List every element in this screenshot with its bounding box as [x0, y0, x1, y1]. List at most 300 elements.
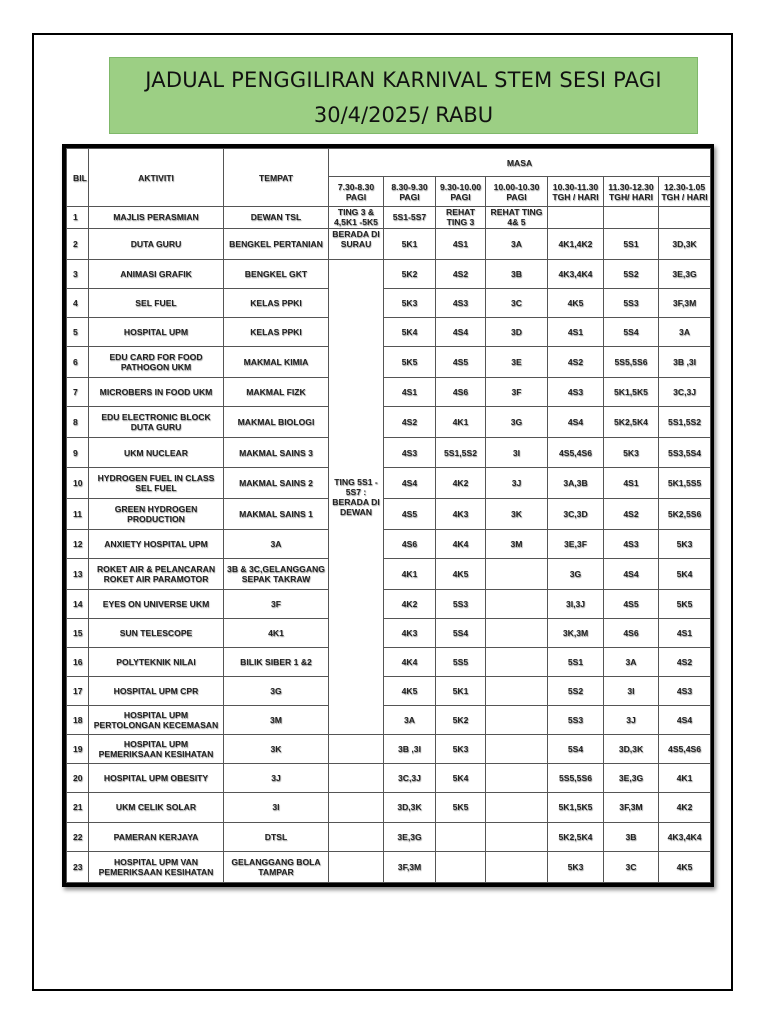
cell-slot-6: 5S1 — [604, 228, 659, 259]
cell-aktiviti — [89, 438, 224, 467]
cell-slot-3: 4S1 — [436, 228, 486, 259]
cell-bil: 9 — [67, 438, 89, 467]
cell-line: EDU ELECTRONIC BLOCK — [101, 412, 211, 423]
cell-slot-3: 5K1 — [436, 677, 486, 706]
cell-slot-2: 3F,3M — [384, 851, 436, 882]
cell-slot-2: 4S3 — [384, 438, 436, 467]
cell-aktiviti — [89, 289, 224, 318]
cell-slot-7: 3D,3K — [659, 228, 711, 259]
cell-slot-7: 4K2 — [659, 793, 711, 822]
cell-line: 9.30-10.00 — [439, 181, 482, 192]
schedule-table-frame — [62, 144, 714, 887]
cell-line: SEL FUEL — [135, 482, 177, 493]
cell-slot-4 — [486, 558, 548, 589]
cell-slot-5: 4S2 — [548, 347, 604, 378]
cell-line: MAKMAL BIOLOGI — [237, 417, 315, 428]
cell-line: 3K — [270, 744, 282, 755]
cell-slot-4: 3M — [486, 529, 548, 558]
cell-slot-1 — [329, 764, 384, 793]
cell-line: SEL FUEL — [135, 298, 177, 309]
cell-bil: 15 — [67, 619, 89, 648]
cell-slot-1 — [329, 228, 384, 259]
cell-line: 3G — [270, 686, 282, 697]
cell-line: MAKMAL SAINS 2 — [239, 477, 313, 488]
cell-slot-4 — [486, 822, 548, 851]
cell-slot-4: 3B — [486, 259, 548, 288]
table-row — [67, 228, 711, 259]
cell-slot-7: 5K1,5S5 — [659, 467, 711, 498]
cell-line: 4,5K1 -5K5 — [334, 217, 378, 228]
cell-slot-7: 3E,3G — [659, 259, 711, 288]
cell-bil: 19 — [67, 735, 89, 764]
cell-slot-5: 3C,3D — [548, 498, 604, 529]
cell-slot-4: 3F — [486, 378, 548, 407]
cell-tempat — [224, 407, 329, 438]
cell-slot-3: 4S3 — [436, 289, 486, 318]
cell-bil: 6 — [67, 347, 89, 378]
cell-line: DEWAN TSL — [250, 212, 302, 223]
cell-slot-6: 3F,3M — [604, 793, 659, 822]
cell-line: GELANGGANG BOLA — [231, 856, 321, 867]
cell-line: TING 5S1 - — [334, 477, 378, 488]
cell-slot-3: 4K2 — [436, 467, 486, 498]
cell-line: EDU CARD FOR FOOD — [109, 352, 203, 363]
cell-aktiviti — [89, 498, 224, 529]
cell-slot-1 — [329, 822, 384, 851]
cell-slot-5: 5S3 — [548, 706, 604, 735]
cell-tempat — [224, 590, 329, 619]
cell-line: BILIK SIBER 1 &2 — [240, 657, 312, 668]
cell-line: TING 3 & — [337, 207, 375, 218]
cell-line: PAMERAN KERJAYA — [113, 831, 199, 842]
cell-line: 4K1 — [268, 628, 284, 639]
cell-line: PERTOLONGAN KECEMASAN — [93, 720, 219, 731]
table-row — [67, 619, 711, 648]
cell-slot-6: 5S2 — [604, 259, 659, 288]
cell-slot-7: 5K4 — [659, 558, 711, 589]
cell-slot-4 — [486, 207, 548, 229]
table-row — [67, 207, 711, 229]
cell-slot-7: 4S1 — [659, 619, 711, 648]
cell-slot-2: 4K2 — [384, 590, 436, 619]
cell-slot-2: 5K5 — [384, 347, 436, 378]
cell-slot-2: 5K3 — [384, 289, 436, 318]
cell-tempat — [224, 822, 329, 851]
table-row — [67, 677, 711, 706]
cell-line: 3M — [270, 715, 282, 726]
table-row — [67, 407, 711, 438]
cell-slot-4 — [486, 648, 548, 677]
cell-slot-3: 5K5 — [436, 793, 486, 822]
cell-tempat — [224, 438, 329, 467]
cell-line: PAGI — [450, 191, 471, 202]
cell-tempat — [224, 851, 329, 882]
cell-slot-2: 3C,3J — [384, 764, 436, 793]
cell-slot-4 — [486, 706, 548, 735]
cell-aktiviti — [89, 207, 224, 229]
cell-line: REHAT — [446, 207, 475, 218]
cell-tempat — [224, 558, 329, 589]
cell-line: TING 3 — [446, 217, 475, 228]
cell-slot-4: 3I — [486, 438, 548, 467]
cell-slot-7: 5K5 — [659, 590, 711, 619]
cell-slot-5: 4S5,4S6 — [548, 438, 604, 467]
cell-slot-4 — [486, 619, 548, 648]
cell-tempat — [224, 706, 329, 735]
cell-slot-1 — [329, 207, 384, 229]
cell-line: UKM CELIK SOLAR — [115, 802, 197, 813]
cell-tempat — [224, 259, 329, 288]
cell-line: MAKMAL KIMIA — [243, 357, 309, 368]
cell-slot-2: 5S1-5S7 — [384, 207, 436, 229]
cell-bil: 4 — [67, 289, 89, 318]
cell-line: UKM NUCLEAR — [124, 447, 188, 458]
cell-line: PEMERIKSAAN KESIHATAN — [98, 749, 214, 760]
cell-slot-6: 4S5 — [604, 590, 659, 619]
cell-slot-5: 5S1 — [548, 648, 604, 677]
cell-slot-4 — [486, 677, 548, 706]
cell-bil: 14 — [67, 590, 89, 619]
cell-line: 3J — [271, 773, 281, 784]
table-row — [67, 648, 711, 677]
cell-slot-1 — [329, 793, 384, 822]
cell-slot-7: 4S2 — [659, 648, 711, 677]
cell-slot-5: 3G — [548, 558, 604, 589]
cell-slot-4: 3G — [486, 407, 548, 438]
cell-line: DUTA GURU — [130, 238, 182, 249]
cell-line: 3I — [272, 802, 280, 813]
cell-slot-5: 5K1,5K5 — [548, 793, 604, 822]
cell-slot-6: 4S4 — [604, 558, 659, 589]
table-row — [67, 259, 711, 288]
cell-slot-5: 5S5,5S6 — [548, 764, 604, 793]
cell-line: HOSPITAL UPM — [123, 739, 189, 750]
header-time-slot — [329, 177, 384, 207]
cell-line: SURAU — [340, 238, 372, 249]
cell-aktiviti — [89, 619, 224, 648]
cell-slot-5: 3K,3M — [548, 619, 604, 648]
cell-slot-3: 5S3 — [436, 590, 486, 619]
cell-bil: 16 — [67, 648, 89, 677]
cell-slot-7: 4S4 — [659, 706, 711, 735]
cell-aktiviti — [89, 706, 224, 735]
cell-slot-6 — [604, 207, 659, 229]
cell-tempat — [224, 467, 329, 498]
title-line-2: 30/4/2025/ RABU — [313, 103, 494, 127]
cell-slot-5: 5S4 — [548, 735, 604, 764]
table-row — [67, 529, 711, 558]
cell-bil: 18 — [67, 706, 89, 735]
cell-bil: 5 — [67, 318, 89, 347]
cell-slot-5: 4S4 — [548, 407, 604, 438]
cell-slot-2: 4K3 — [384, 619, 436, 648]
cell-slot-6: 5K3 — [604, 438, 659, 467]
cell-slot-6: 5K2,5K4 — [604, 407, 659, 438]
cell-slot-3: 4K5 — [436, 558, 486, 589]
cell-line: ROKET AIR & PELANCARAN — [96, 563, 216, 574]
cell-line: 3A — [270, 538, 282, 549]
cell-tempat — [224, 529, 329, 558]
cell-aktiviti — [89, 347, 224, 378]
cell-line: TGH / HARI — [661, 191, 708, 202]
cell-slot-6: 5K1,5K5 — [604, 378, 659, 407]
cell-line: DTSL — [264, 831, 288, 842]
header-aktiviti: AKTIVITI — [89, 149, 224, 207]
cell-tempat — [224, 793, 329, 822]
cell-tempat — [224, 289, 329, 318]
cell-slot-5: 3A,3B — [548, 467, 604, 498]
cell-line: SEPAK TAKRAW — [241, 573, 311, 584]
cell-slot-3: 4S6 — [436, 378, 486, 407]
cell-line: MAJLIS PERASMIAN — [113, 212, 199, 223]
cell-bil: 12 — [67, 529, 89, 558]
cell-slot-7: 5S1,5S2 — [659, 407, 711, 438]
cell-slot-3: 4K1 — [436, 407, 486, 438]
cell-slot-6: 3E,3G — [604, 764, 659, 793]
table-row — [67, 558, 711, 589]
cell-slot-7 — [659, 207, 711, 229]
cell-slot-7: 4S3 — [659, 677, 711, 706]
cell-bil: 10 — [67, 467, 89, 498]
cell-aktiviti — [89, 467, 224, 498]
cell-line: BERADA DI — [332, 497, 380, 508]
cell-line: PAGI — [345, 191, 367, 202]
cell-aktiviti — [89, 529, 224, 558]
header-masa: MASA — [329, 149, 711, 177]
cell-slot-2: 4S5 — [384, 498, 436, 529]
cell-bil: 7 — [67, 378, 89, 407]
cell-slot-3: 5S5 — [436, 648, 486, 677]
cell-slot-5: 3I,3J — [548, 590, 604, 619]
cell-slot-4: 3D — [486, 318, 548, 347]
cell-slot-4: 3C — [486, 289, 548, 318]
header-time-slot — [384, 177, 436, 207]
cell-slot-4: 3A — [486, 228, 548, 259]
cell-slot-6: 3A — [604, 648, 659, 677]
cell-line: BENGKEL GKT — [244, 268, 308, 279]
cell-slot-6: 4S6 — [604, 619, 659, 648]
table-row — [67, 289, 711, 318]
cell-slot-3 — [436, 851, 486, 882]
cell-aktiviti — [89, 590, 224, 619]
cell-line: 5S7 : — [345, 487, 367, 498]
cell-aktiviti — [89, 793, 224, 822]
cell-slot-3 — [436, 822, 486, 851]
cell-slot-3: 4K3 — [436, 498, 486, 529]
cell-slot-7: 5S3,5S4 — [659, 438, 711, 467]
header-time-slot — [604, 177, 659, 207]
cell-line: 3B & 3C,GELANGGANG — [227, 563, 325, 574]
cell-slot-4 — [486, 793, 548, 822]
cell-slot-7: 3A — [659, 318, 711, 347]
header-time-slot — [548, 177, 604, 207]
cell-tempat — [224, 318, 329, 347]
cell-slot-6: 3J — [604, 706, 659, 735]
cell-line: 3F — [270, 599, 282, 610]
cell-slot-7: 4S5,4S6 — [659, 735, 711, 764]
cell-slot-3: 4S4 — [436, 318, 486, 347]
cell-line: GREEN HYDROGEN — [114, 503, 198, 514]
cell-line: PAGI — [506, 191, 527, 202]
cell-line: POLYTEKNIK NILAI — [116, 657, 196, 668]
cell-slot-5: 5S2 — [548, 677, 604, 706]
cell-line: 10.30-11.30 — [552, 181, 599, 192]
header-time-slot — [486, 177, 548, 207]
cell-slot-3: 5K3 — [436, 735, 486, 764]
cell-aktiviti — [89, 228, 224, 259]
cell-slot-4 — [486, 764, 548, 793]
cell-slot-2: 3E,3G — [384, 822, 436, 851]
cell-slot-2: 5K1 — [384, 228, 436, 259]
cell-slot-4: 3K — [486, 498, 548, 529]
cell-line: 11.30-12.30 — [608, 181, 654, 192]
cell-slot-2: 5K2 — [384, 259, 436, 288]
header-bil: BIL — [67, 149, 89, 207]
cell-line: 8.30-9.30 — [391, 181, 428, 192]
cell-line: HYDROGEN FUEL IN CLASS — [97, 472, 215, 483]
cell-tempat — [224, 498, 329, 529]
cell-line: 12.30-1.05 — [664, 181, 706, 192]
cell-tempat — [224, 735, 329, 764]
cell-line: ROKET AIR PARAMOTOR — [103, 573, 209, 584]
cell-slot-6: 3D,3K — [604, 735, 659, 764]
cell-line: BERADA DI — [332, 228, 380, 239]
cell-line: PRODUCTION — [127, 513, 185, 524]
cell-bil: 20 — [67, 764, 89, 793]
cell-aktiviti — [89, 851, 224, 882]
cell-slot-7: 3F,3M — [659, 289, 711, 318]
cell-line: EYES ON UNIVERSE UKM — [102, 599, 210, 610]
cell-slot-5: 4K3,4K4 — [548, 259, 604, 288]
cell-slot-2: 4S1 — [384, 378, 436, 407]
cell-slot-6: 5S4 — [604, 318, 659, 347]
cell-aktiviti — [89, 407, 224, 438]
cell-slot-3: 5K2 — [436, 706, 486, 735]
cell-slot-2: 4S2 — [384, 407, 436, 438]
cell-line: PAGI — [399, 191, 420, 202]
cell-line: TGH/ HARI — [609, 191, 653, 202]
cell-line: MAKMAL SAINS 1 — [239, 508, 313, 519]
cell-bil: 22 — [67, 822, 89, 851]
cell-line: HOSPITAL UPM — [123, 327, 189, 338]
cell-tempat — [224, 764, 329, 793]
cell-slot-4: 3E — [486, 347, 548, 378]
cell-aktiviti — [89, 378, 224, 407]
table-row — [67, 498, 711, 529]
cell-line: ANXIETY HOSPITAL UPM — [104, 538, 208, 549]
cell-aktiviti — [89, 318, 224, 347]
cell-slot-3: 5S1,5S2 — [436, 438, 486, 467]
cell-line: ANIMASI GRAFIK — [120, 268, 192, 279]
cell-line: MICROBERS IN FOOD UKM — [99, 387, 213, 398]
cell-tempat — [224, 207, 329, 229]
table-row — [67, 851, 711, 882]
cell-aktiviti — [89, 259, 224, 288]
cell-slot-3: 5S4 — [436, 619, 486, 648]
cell-slot-7: 4K3,4K4 — [659, 822, 711, 851]
cell-slot-6: 3I — [604, 677, 659, 706]
cell-line: KELAS PPKI — [250, 298, 302, 309]
cell-slot-6: 5S5,5S6 — [604, 347, 659, 378]
table-row — [67, 822, 711, 851]
title-line-1: JADUAL PENGGILIRAN KARNIVAL STEM SESI PAGI — [145, 68, 662, 92]
cell-line: 7.30-8.30 — [337, 181, 375, 192]
cell-slot-2: 4K5 — [384, 677, 436, 706]
cell-bil: 13 — [67, 558, 89, 589]
cell-slot-1 — [329, 851, 384, 882]
cell-slot-5: 5K2,5K4 — [548, 822, 604, 851]
cell-slot-7: 3C,3J — [659, 378, 711, 407]
cell-line: PEMERIKSAAN KESIHATAN — [98, 866, 214, 877]
cell-line: HOSPITAL UPM OBESITY — [103, 773, 209, 784]
cell-line: HOSPITAL UPM CPR — [113, 686, 199, 697]
cell-slot-1 — [329, 735, 384, 764]
cell-bil: 3 — [67, 259, 89, 288]
cell-slot-4 — [486, 735, 548, 764]
cell-aktiviti — [89, 764, 224, 793]
cell-slot-5: 4K5 — [548, 289, 604, 318]
cell-slot-5: 5K3 — [548, 851, 604, 882]
cell-aktiviti — [89, 558, 224, 589]
cell-tempat — [224, 378, 329, 407]
cell-slot-2: 3A — [384, 706, 436, 735]
cell-slot-2: 4K1 — [384, 558, 436, 589]
cell-slot-6: 4S2 — [604, 498, 659, 529]
cell-slot-6: 4S3 — [604, 529, 659, 558]
cell-aktiviti — [89, 677, 224, 706]
cell-tempat — [224, 648, 329, 677]
table-row — [67, 347, 711, 378]
cell-bil: 2 — [67, 228, 89, 259]
cell-line: REHAT TING — [490, 207, 543, 218]
cell-line: KELAS PPKI — [250, 327, 302, 338]
cell-slot-4 — [486, 851, 548, 882]
cell-slot-4 — [486, 590, 548, 619]
cell-aktiviti — [89, 648, 224, 677]
cell-slot-2: 4S6 — [384, 529, 436, 558]
cell-aktiviti — [89, 735, 224, 764]
cell-line: TGH / HARI — [552, 191, 599, 202]
cell-slot-5: 4S3 — [548, 378, 604, 407]
header-time-slot — [436, 177, 486, 207]
table-row — [67, 467, 711, 498]
cell-line: DUTA GURU — [130, 422, 182, 433]
cell-slot-3: 5K4 — [436, 764, 486, 793]
cell-slot-5: 4S1 — [548, 318, 604, 347]
cell-line: MAKMAL FIZK — [246, 387, 306, 398]
cell-slot-6: 4S1 — [604, 467, 659, 498]
cell-tempat — [224, 619, 329, 648]
cell-slot-3 — [436, 207, 486, 229]
header-time-slot — [659, 177, 711, 207]
cell-slot-2: 4S4 — [384, 467, 436, 498]
cell-bil: 11 — [67, 498, 89, 529]
cell-bil: 21 — [67, 793, 89, 822]
table-row — [67, 706, 711, 735]
cell-slot-7: 5K3 — [659, 529, 711, 558]
table-row — [67, 764, 711, 793]
cell-slot-4: 3J — [486, 467, 548, 498]
cell-tempat — [224, 677, 329, 706]
cell-slot-6: 3C — [604, 851, 659, 882]
table-row — [67, 735, 711, 764]
cell-line: DEWAN — [340, 507, 372, 518]
title-banner — [109, 57, 698, 134]
cell-bil: 23 — [67, 851, 89, 882]
header-tempat: TEMPAT — [224, 149, 329, 207]
table-row — [67, 318, 711, 347]
cell-bil: 8 — [67, 407, 89, 438]
